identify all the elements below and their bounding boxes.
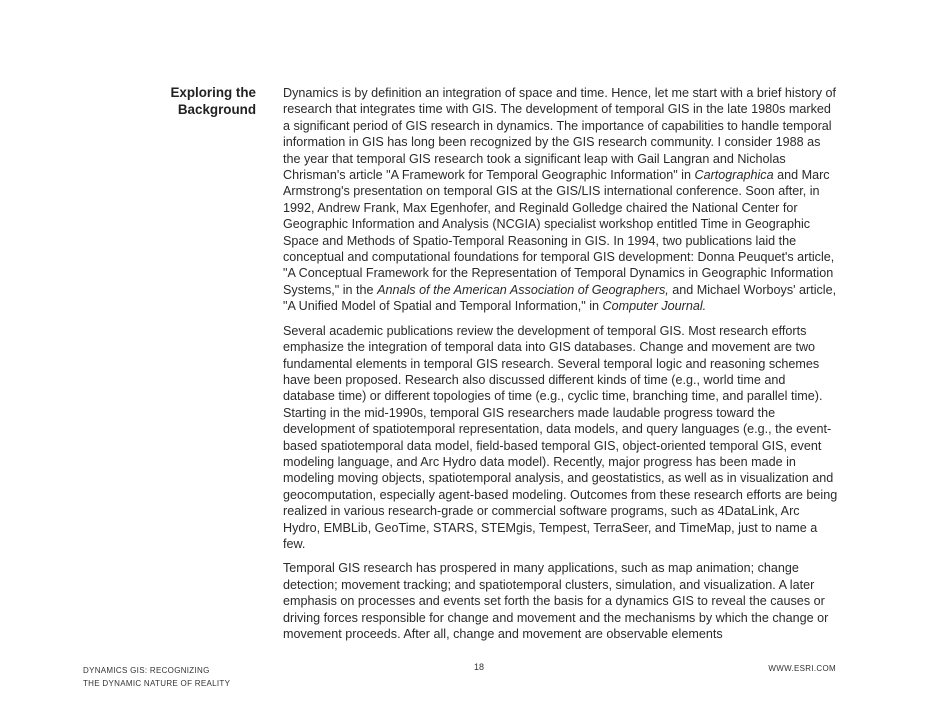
paragraph-2: Several academic publications review the development of temporal GIS. Most research efforts emphasize the integration of temporal data into GIS databases. Change and movement are two fundamental elements in temporal GIS research. Several temporal logic and reasoning schemes have been proposed. Research also discussed different kinds of time (e.g., world time and database time) or different topologies of time (e.g., cyclic time, branching time, and parallel time). Starting in the mid-1990s, temporal GIS researchers made laudable progress toward the development of spatiotemporal representation, data models, and query languages (e.g., the event-based spatiotemporal data model, field-based temporal GIS, object-oriented temporal GIS, event modeling language, and Arc Hydro data model). Recently, major progress has been made in modeling moving objects, spatiotemporal analysis, and geostatistics, as well as in visualization and geocomputation, especially agent-based modeling. Outcomes from these research efforts are being realized in various research-grade or commercial software programs, such as 4DataLink, Arc Hydro, EMBLib, GeoTime, STARS, STEMgis, Tempest, TerraSeer, and TimeMap, just to name a few.	[283, 323, 838, 551]
section-heading	[150, 85, 256, 118]
text-run: and Michael Worboys' article, "A Unified Model of Spatial and Temporal Information," in	[283, 282, 837, 314]
paragraph-1	[283, 85, 839, 315]
italic-title: Annals of the American Association of Geographers,	[377, 282, 669, 297]
page-number: 18	[474, 662, 485, 672]
section-heading-line2: Background	[177, 101, 256, 117]
paragraph-3: Temporal GIS research has prospered in many applications, such as map animation; change detection; movement tracking; and spatiotemporal clusters, simulation, and visualization. A later emphasis on processes and events set forth the basis for a dynamics GIS to reveal the causes or driving forces responsible for change and movement and the mechanisms by which the change or movement proceeds. After all, change and movement are observable elements	[283, 561, 829, 641]
italic-title: Computer Journal.	[602, 299, 707, 314]
footer-title-line2: THE DYNAMIC NATURE OF REALITY	[83, 679, 231, 688]
body-text	[283, 85, 839, 650]
section-heading-line1: Exploring the	[170, 85, 256, 100]
footer-website-link[interactable]: WWW.ESRI.COM	[768, 664, 836, 673]
italic-title: Cartographica	[694, 168, 774, 183]
text-run: and Marc Armstrong's presentation on temporal GIS at the GIS/LIS international conference. Soon after, in 1992, Andrew Frank, Max Egenhofer, and Reginald Golledge chaired the National Center for Geographic Information and Analysis (NCGIA) specialist workshop entitled Time in Geographic Space and Methods of Spatio-Temporal Reasoning in GIS. In 1994, two publications laid the conceptual and computational foundations for temporal GIS development: Donna Peuquet's article, "A Conceptual Framework for the Representation of Temporal Dynamics in Geographic Information Systems," in the	[283, 168, 835, 297]
text-run: Dynamics is by definition an integration of space and time. Hence, let me start with a brief history of research that integrates time with GIS. The development of temporal GIS in the late 1980s marked a significant period of GIS research in dynamics. The importance of capabilities to handle temporal information in GIS has long been recognized by the GIS research community. I consider 1988 as the year that temporal GIS research took a significant leap with Gail Langran and Nicholas Chrisman's article "A Framework for Temporal Geographic Information" in	[283, 86, 836, 183]
footer-publication-title	[83, 664, 230, 690]
footer-title-line1: DYNAMICS GIS: RECOGNIZING	[83, 666, 210, 675]
